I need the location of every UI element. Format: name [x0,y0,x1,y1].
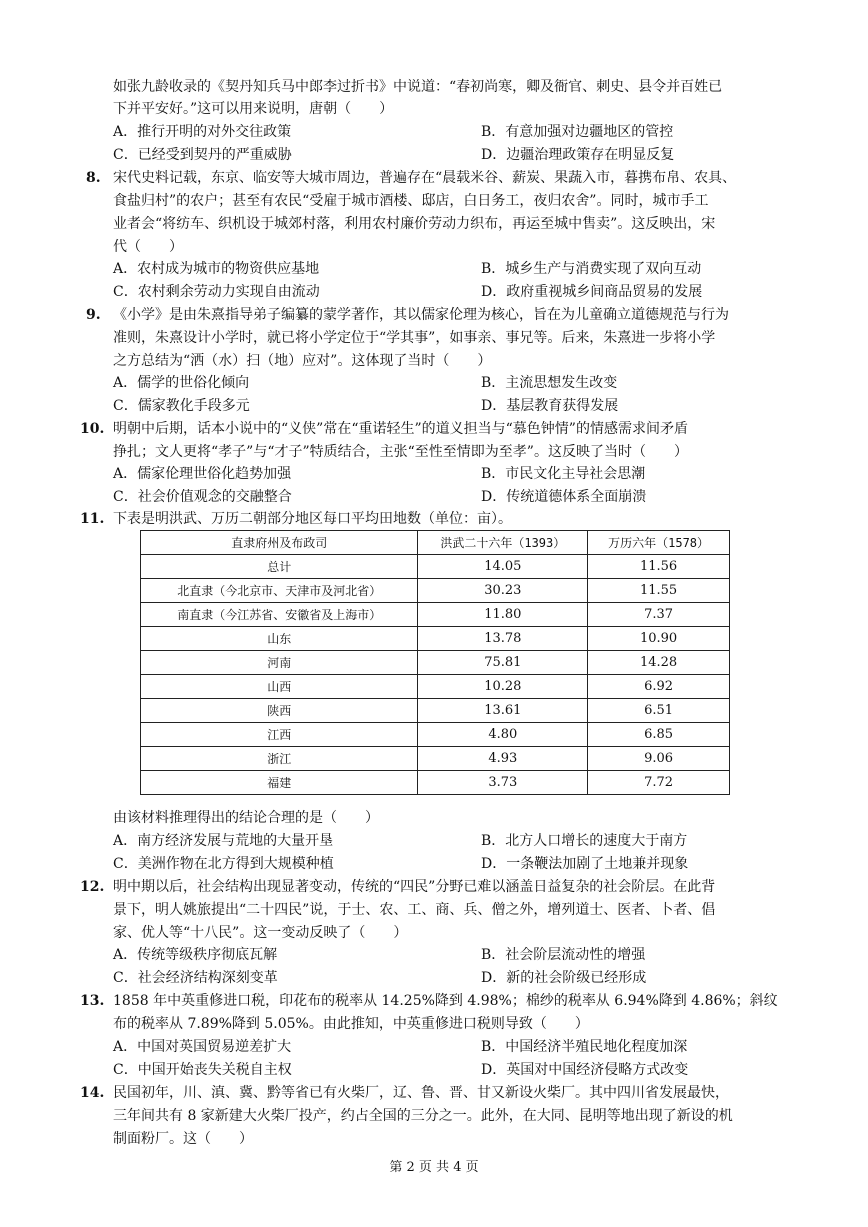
q8-line-4: 代（ ） [113,239,183,255]
q9-line-2: 准则，朱熹设计小学时，就已将小学定位于“学其事”，如事亲、事兄等。后来，朱熹进一步将小学 [113,330,716,346]
q7-option-b: B．有意加强对边疆地区的管控 [481,124,674,140]
q12-line-2: 景下，明人姚旅提出“二十四民”说，于士、农、工、商、兵、僧之外，增列道士、医者、卜者、倡 [113,902,716,918]
table-row [141,771,730,795]
q9-option-c: C．儒家教化手段多元 [113,398,250,414]
table-row [141,651,730,675]
table-cell-value: 9.06 [588,747,730,771]
q11-number: 11. [80,511,105,527]
q14-line-2: 三年间共有 8 家新建大火柴厂投产，约占全国的三分之一。此外，在大同、昆明等地出现了新设的机 [113,1108,733,1124]
q7-line-2: 下并平安好。”这可以用来说明，唐朝（ ） [113,101,394,117]
table-header-hongwu: 洪武二十六年（1393） [418,531,588,555]
q11-intro: 下表是明洪武、万历二朝部分地区每口平均田地数（单位：亩）。 [113,511,512,527]
q8-line-2: 食盐归村”的农户；甚至有农民“受雇于城市酒楼、邸店，白日务工，夜归农舍”。同时，城市手工 [113,193,709,209]
table-cell-region: 山东 [141,627,418,651]
table-cell-region: 浙江 [141,747,418,771]
q7-option-c: C．已经受到契丹的严重威胁 [113,147,292,163]
q13-option-b: B．中国经济半殖民地化程度加深 [481,1039,688,1055]
table-cell-value: 11.56 [588,555,730,579]
table-header-region: 直隶府州及布政司 [141,531,418,555]
q12-option-a: A．传统等级秩序彻底瓦解 [113,947,278,963]
table-row [141,675,730,699]
q12-line-1: 明中期以后，社会结构出现显著变动，传统的“四民”分野已难以涵盖日益复杂的社会阶层。在此背 [113,879,716,895]
q10-line-2: 挣扎；文人更将“孝子”与“才子”特质结合，主张“至性至情即为至孝”。这反映了当时（ ） [113,444,688,460]
table-cell-value: 75.81 [418,651,588,675]
table-row [141,723,730,747]
table-cell-value: 6.92 [588,675,730,699]
q10-option-b: B．市民文化主导社会思潮 [481,466,646,482]
q7-option-d: D．边疆治理政策存在明显反复 [481,147,675,163]
table-cell-value: 10.90 [588,627,730,651]
q11-option-a: A．南方经济发展与荒地的大量开垦 [113,833,334,849]
q9-option-d: D．基层教育获得发展 [481,398,619,414]
q9-number: 9. [86,307,101,323]
q10-line-1: 明朝中后期，话本小说中的“义侠”常在“重诺轻生”的道义担当与“慕色钟情”的情感需求间矛盾 [113,421,688,437]
table-cell-value: 11.55 [588,579,730,603]
q9-line-1: 《小学》是由朱熹指导弟子编纂的蒙学著作，其以儒家伦理为核心，旨在为儿童确立道德规范与行为 [113,307,729,323]
q8-number: 8. [86,170,101,186]
q13-line-2: 布的税率从 7.89%降到 5.05%。由此推知，中英重修进口税则导致（ ） [113,1016,589,1032]
table-header-row [141,531,730,555]
table-cell-region: 南直隶（今江苏省、安徽省及上海市） [141,603,418,627]
q8-option-c: C．农村剩余劳动力实现自由流动 [113,284,320,300]
table-cell-value: 13.78 [418,627,588,651]
table-cell-region: 江西 [141,723,418,747]
q11-option-d: D．一条鞭法加剧了土地兼并现象 [481,856,689,872]
table-cell-value: 7.37 [588,603,730,627]
q10-option-c: C．社会价值观念的交融整合 [113,489,292,505]
table-cell-value: 14.05 [418,555,588,579]
table-cell-value: 10.28 [418,675,588,699]
table-row [141,699,730,723]
q10-number: 10. [80,421,105,437]
page-footer: 第 2 页 共 4 页 [389,1160,479,1175]
table-cell-region: 北直隶（今北京市、天津市及河北省） [141,579,418,603]
q14-number: 14. [80,1085,105,1101]
q12-option-d: D．新的社会阶级已经形成 [481,970,647,986]
q13-number: 13. [80,993,105,1009]
table-header-wanli: 万历六年（1578） [588,531,730,555]
land-per-capita-table [140,530,730,795]
q8-option-a: A．农村成为城市的物资供应基地 [113,261,320,277]
q9-option-a: A．儒学的世俗化倾向 [113,375,250,391]
table-row [141,627,730,651]
q12-line-3: 家、优人等“十八民”。这一变动反映了（ ） [113,925,408,941]
q12-option-c: C．社会经济结构深刻变革 [113,970,278,986]
q12-option-b: B．社会阶层流动性的增强 [481,947,646,963]
table-cell-value: 6.51 [588,699,730,723]
table-row [141,747,730,771]
q10-option-d: D．传统道德体系全面崩溃 [481,489,647,505]
q11-option-b: B．北方人口增长的速度大于南方 [481,833,688,849]
q8-line-1: 宋代史料记载，东京、临安等大城市周边，普遍存在“晨载米谷、薪炭、果蔬入市，暮携布帛、农具、 [113,170,737,186]
table-cell-region: 河南 [141,651,418,675]
q8-option-b: B．城乡生产与消费实现了双向互动 [481,261,702,277]
table-cell-value: 4.80 [418,723,588,747]
q8-option-d: D．政府重视城乡间商品贸易的发展 [481,284,703,300]
table-cell-value: 7.72 [588,771,730,795]
q12-number: 12. [80,879,105,895]
table-cell-value: 14.28 [588,651,730,675]
q14-line-1: 民国初年，川、滇、冀、黔等省已有火柴厂，辽、鲁、晋、甘又新设火柴厂。其中四川省发展最快， [113,1085,729,1101]
q9-option-b: B．主流思想发生改变 [481,375,618,391]
q14-line-3: 制面粉厂。这（ ） [113,1131,253,1147]
table-cell-region: 山西 [141,675,418,699]
q13-option-c: C．中国开始丧失关税自主权 [113,1062,292,1078]
table-cell-region: 总计 [141,555,418,579]
table-cell-value: 3.73 [418,771,588,795]
table-cell-value: 30.23 [418,579,588,603]
q8-line-3: 业者会“将纺车、织机设于城郊村落，利用农村廉价劳动力织布，再运至城中售卖”。这反映出，宋 [113,216,716,232]
q7-option-a: A．推行开明的对外交往政策 [113,124,292,140]
q11-option-c: C．美洲作物在北方得到大规模种植 [113,856,334,872]
table-cell-value: 4.93 [418,747,588,771]
table-row [141,603,730,627]
q11-question: 由该材料推理得出的结论合理的是（ ） [113,810,379,826]
table-cell-value: 6.85 [588,723,730,747]
q7-line-1: 如张九龄收录的《契丹知兵马中郎李过折书》中说道：“春初尚寒，卿及衙官、刺史、县令并百姓已 [113,79,723,95]
q10-option-a: A．儒家伦理世俗化趋势加强 [113,466,292,482]
q13-option-d: D．英国对中国经济侵略方式改变 [481,1062,689,1078]
table-cell-region: 陕西 [141,699,418,723]
table-cell-value: 13.61 [418,699,588,723]
table-row [141,579,730,603]
q9-line-3: 之方总结为“洒（水）扫（地）应对”。这体现了当时（ ） [113,353,492,369]
table-cell-value: 11.80 [418,603,588,627]
q13-line-1: 1858 年中英重修进口税，印花布的税率从 14.25%降到 4.98%；棉纱的税率从 6.94%降到 4.86%；斜纹 [113,993,778,1009]
table-cell-region: 福建 [141,771,418,795]
table-row [141,555,730,579]
q13-option-a: A．中国对英国贸易逆差扩大 [113,1039,292,1055]
